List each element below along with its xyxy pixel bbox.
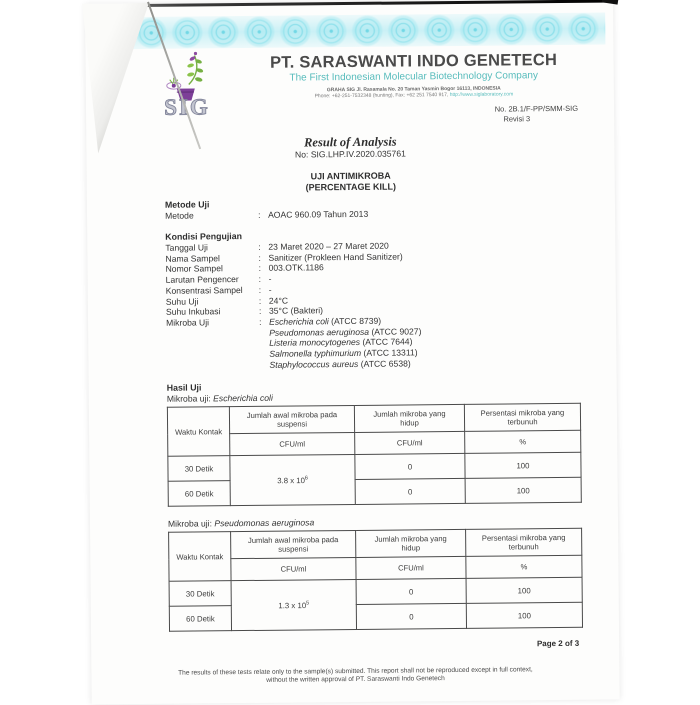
col-header-waktu-kontak: Waktu Kontak — [167, 407, 229, 457]
field-value: AOAC 960.09 Tahun 2013 — [267, 208, 369, 220]
document-number-block — [495, 104, 579, 124]
disclaimer-line: The results of these tests relate only to the sample(s) submitted. This report shall not be reproduced except in full context, — [178, 666, 533, 677]
col-header-waktu-kontak: Waktu Kontak — [169, 532, 231, 582]
terbunuh-cell: 100 — [466, 602, 582, 628]
spacer — [259, 349, 269, 360]
hidup-cell: 0 — [356, 578, 466, 604]
unit-cell: % — [465, 430, 581, 453]
table-species: Escherichia coli — [213, 392, 273, 404]
col-header-persentasi: Persentasi mikroba yang terbunuh — [464, 403, 580, 431]
field-label: Larutan Pengencer — [165, 274, 239, 285]
colon — [258, 252, 268, 263]
col-header-jumlah-hidup: Jumlah mikroba yang hidup — [354, 404, 464, 432]
col-header-jumlah-awal: Jumlah awal mikroba pada suspensi — [229, 405, 354, 433]
footer-disclaimer — [101, 666, 609, 688]
microbe-strain: (ATCC 13311) — [363, 347, 418, 358]
microbe-species: Listeria monocytogenes — [269, 337, 361, 349]
col-header-jumlah-hidup: Jumlah mikroba yang hidup — [356, 529, 466, 557]
result-table-escherichia-coli — [167, 403, 582, 507]
colon — [258, 210, 268, 221]
field-label: Suhu Uji — [165, 295, 199, 307]
hasil-heading: Hasil Uji — [166, 382, 202, 393]
field-value: 24°C — [268, 295, 289, 306]
unit-cell: CFU/ml — [231, 557, 356, 580]
test-name: UJI ANTIMIKROBA — [310, 170, 391, 182]
page-number: Page 2 of 3 — [536, 638, 580, 649]
unit-cell: % — [466, 555, 582, 578]
col-header-jumlah-awal: Jumlah awal mikroba pada suspensi — [231, 530, 356, 558]
waktu-cell: 60 Detik — [169, 606, 231, 632]
table-row — [169, 602, 582, 631]
initial-count-cell — [230, 454, 355, 505]
report-title: Result of Analysis — [303, 134, 397, 150]
company-name: PT. SARASWANTI INDO GENETECH — [269, 51, 558, 72]
spacer — [259, 327, 269, 338]
field-value: 35°C (Bakteri) — [268, 305, 324, 317]
terbunuh-cell: 100 — [466, 577, 582, 603]
spacer — [259, 338, 269, 349]
initial-count-cell — [231, 579, 356, 630]
field-label: Konsentrasi Sampel — [165, 284, 243, 296]
field-label: Mikroba Uji — [166, 317, 210, 328]
scan-corner-artifact — [602, 0, 619, 5]
guilloche-security-band — [97, 13, 605, 50]
colon — [259, 317, 269, 328]
spacer — [166, 360, 259, 372]
waktu-cell: 30 Detik — [168, 456, 230, 482]
field-value: 23 Maret 2020 – 27 Maret 2020 — [268, 240, 389, 252]
table-species: Pseudomonas aeruginosa — [214, 517, 315, 529]
hidup-cell: 0 — [355, 478, 465, 504]
terbunuh-cell: 100 — [465, 452, 581, 478]
company-address: GRAHA SIG Jl. Rasamala No. 20 Taman Yasmin Bogor 16113, INDONESIA — [326, 85, 501, 94]
field-label: Metode — [164, 210, 194, 221]
field-value: 003.OTK.1186 — [268, 262, 324, 274]
colon — [259, 263, 269, 274]
initial-count-base: 1.3 x 10 — [278, 600, 307, 611]
waktu-cell: 30 Detik — [169, 581, 231, 607]
scanned-certificate-page — [85, 0, 620, 705]
spacer — [259, 360, 269, 371]
table-row — [168, 477, 581, 506]
kondisi-heading: Kondisi Pengujian — [165, 231, 243, 242]
report-title-block — [86, 133, 615, 194]
section-metode-uji — [165, 196, 581, 222]
col-header-persentasi: Persentasi mikroba yang terbunuh — [466, 528, 582, 556]
test-subtitle: (PERCENTAGE KILL) — [305, 181, 396, 192]
section-hasil-uji-2 — [168, 515, 585, 632]
microbe-strain: (ATCC 7644) — [362, 336, 413, 348]
field-value: - — [268, 284, 272, 295]
microbe-item — [269, 358, 410, 370]
colon — [258, 242, 268, 253]
microbe-strain: (ATCC 8739) — [331, 315, 382, 327]
letterhead-text — [235, 51, 591, 100]
field-label: Nomor Sampel — [165, 263, 223, 275]
hidup-cell: 0 — [356, 603, 466, 629]
metode-heading: Metode Uji — [164, 199, 210, 210]
report-number: No: SIG.LHP.IV.2020.035761 — [294, 148, 406, 160]
initial-count-exponent: 5 — [306, 600, 310, 607]
colon — [259, 274, 269, 285]
hidup-cell: 0 — [355, 453, 465, 479]
field-value: Sanitizer (Prokleen Hand Sanitizer) — [268, 251, 403, 263]
table-label-prefix: Mikroba uji: — [166, 393, 211, 404]
result-table-pseudomonas-aeruginosa — [168, 528, 583, 632]
field-label: Nama Sampel — [165, 252, 220, 264]
svg-text:SIG: SIG — [164, 94, 210, 118]
colon — [259, 285, 269, 296]
unit-cell: CFU/ml — [356, 556, 466, 579]
colon — [259, 306, 269, 317]
field-value: - — [268, 273, 272, 284]
company-phone-fax: Phone: +62-251-7532348 (hunting), Fax: +62 251 7540 917, — [314, 92, 449, 100]
section-hasil-uji — [167, 379, 584, 507]
microbe-species: Staphylococcus aureus — [269, 358, 359, 370]
document-revision: Revisi 3 — [503, 113, 531, 124]
initial-count-base: 3.8 x 10 — [277, 475, 305, 486]
field-label: Suhu Inkubasi — [165, 306, 221, 317]
colon — [259, 295, 269, 306]
document-number: No. 2B.1/F-PP/SMM-SIG — [494, 103, 579, 114]
table-label-prefix: Mikroba uji: — [167, 518, 212, 529]
section-kondisi-pengujian — [165, 228, 582, 371]
company-tagline: The First Indonesian Molecular Biotechnology Company — [289, 70, 539, 84]
microbe-strain: (ATCC 6538) — [360, 358, 411, 369]
unit-cell: CFU/ml — [355, 431, 465, 454]
microbe-strain: (ATCC 9027) — [371, 325, 422, 337]
microbe-species: Escherichia coli — [269, 316, 329, 327]
microbe-species: Salmonella typhimurium — [269, 347, 362, 359]
terbunuh-cell: 100 — [465, 477, 581, 503]
company-website: http://www.siglaboratory.com — [449, 91, 514, 99]
page-top-edge-shadow — [89, 0, 615, 7]
unit-cell: CFU/ml — [230, 432, 355, 455]
waktu-cell: 60 Detik — [168, 481, 230, 507]
field-label: Tanggal Uji — [165, 242, 208, 253]
microbe-species: Pseudomonas aeruginosa — [269, 326, 370, 338]
folded-corner — [82, 3, 150, 154]
disclaimer-line: without the written approval of PT. Saraswanti Indo Genetech — [266, 675, 445, 685]
initial-count-exponent: 6 — [304, 475, 309, 482]
